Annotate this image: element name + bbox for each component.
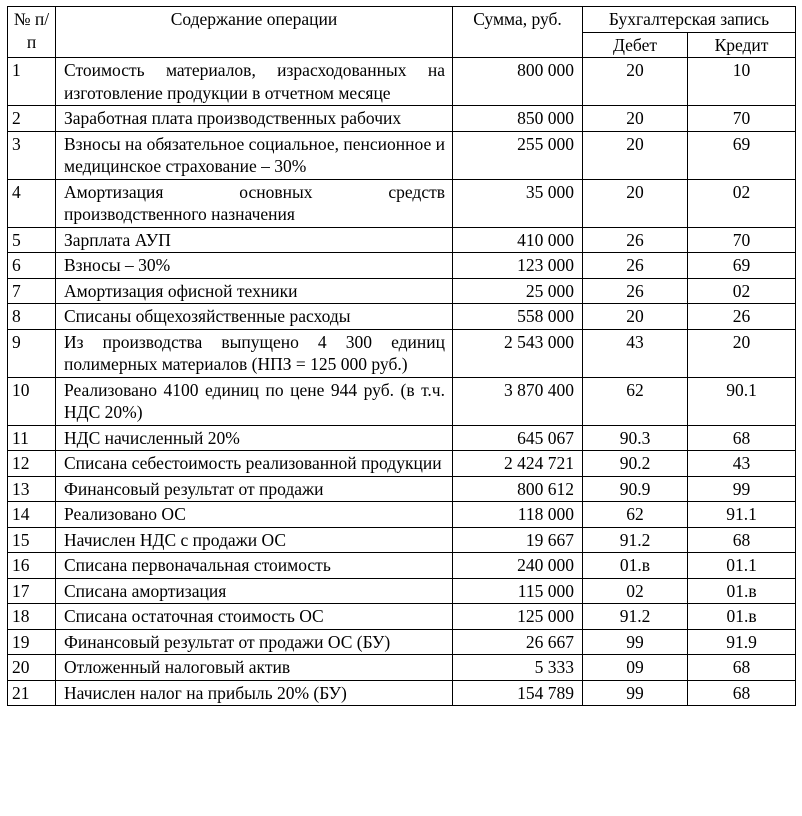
row-description: Зарплата АУП: [56, 227, 453, 253]
table-row: [8, 553, 796, 579]
row-credit: 69: [688, 253, 796, 279]
table-row: [8, 329, 796, 377]
table-body: [8, 58, 796, 706]
row-debit: 91.2: [583, 527, 688, 553]
row-number: 17: [8, 578, 56, 604]
row-debit: 26: [583, 253, 688, 279]
row-description: Списана амортизация: [56, 578, 453, 604]
row-credit: 70: [688, 106, 796, 132]
row-sum: 255 000: [453, 131, 583, 179]
row-debit: 90.2: [583, 451, 688, 477]
row-sum: 25 000: [453, 278, 583, 304]
row-sum: 125 000: [453, 604, 583, 630]
row-description: Стоимость материалов, израсходованных на изготовление продукции в отчетном месяце: [56, 58, 453, 106]
table-row: [8, 655, 796, 681]
row-debit: 90.3: [583, 425, 688, 451]
row-number: 15: [8, 527, 56, 553]
row-credit: 01.в: [688, 578, 796, 604]
row-description: Амортизация офисной техники: [56, 278, 453, 304]
row-number: 21: [8, 680, 56, 706]
row-number: 1: [8, 58, 56, 106]
row-debit: 20: [583, 179, 688, 227]
row-description: Заработная плата производственных рабочих: [56, 106, 453, 132]
row-debit: 62: [583, 377, 688, 425]
row-sum: 2 424 721: [453, 451, 583, 477]
row-debit: 26: [583, 278, 688, 304]
row-debit: 09: [583, 655, 688, 681]
row-credit: 91.9: [688, 629, 796, 655]
row-sum: 154 789: [453, 680, 583, 706]
row-credit: 10: [688, 58, 796, 106]
row-description: Начислен налог на прибыль 20% (БУ): [56, 680, 453, 706]
row-credit: 02: [688, 278, 796, 304]
table-row: [8, 131, 796, 179]
table-row: [8, 278, 796, 304]
row-description: Списаны общехозяйственные расходы: [56, 304, 453, 330]
row-description: Реализовано ОС: [56, 502, 453, 528]
row-number: 13: [8, 476, 56, 502]
row-credit: 68: [688, 655, 796, 681]
row-debit: 20: [583, 304, 688, 330]
row-description: НДС начисленный 20%: [56, 425, 453, 451]
table-row: [8, 179, 796, 227]
row-credit: 70: [688, 227, 796, 253]
row-debit: 20: [583, 131, 688, 179]
row-number: 11: [8, 425, 56, 451]
table-row: [8, 304, 796, 330]
row-description: Отложенный налоговый актив: [56, 655, 453, 681]
row-credit: 68: [688, 527, 796, 553]
row-debit: 20: [583, 106, 688, 132]
table-header: [8, 7, 796, 58]
row-sum: 115 000: [453, 578, 583, 604]
row-description: Из производства выпущено 4 300 единиц полимерных материалов (НПЗ = 125 000 руб.): [56, 329, 453, 377]
table-row: [8, 604, 796, 630]
row-sum: 645 067: [453, 425, 583, 451]
table-row: [8, 253, 796, 279]
row-number: 12: [8, 451, 56, 477]
row-credit: 26: [688, 304, 796, 330]
row-sum: 123 000: [453, 253, 583, 279]
row-debit: 91.2: [583, 604, 688, 630]
operations-table: [7, 6, 796, 706]
header-entry: Бухгалтерская запись: [583, 7, 796, 33]
table-row: [8, 629, 796, 655]
row-sum: 410 000: [453, 227, 583, 253]
row-sum: 118 000: [453, 502, 583, 528]
row-description: Взносы на обязательное социальное, пенсионное и медицинское страхование – 30%: [56, 131, 453, 179]
row-sum: 26 667: [453, 629, 583, 655]
table-row: [8, 377, 796, 425]
header-num: № п/п: [8, 7, 56, 58]
row-credit: 99: [688, 476, 796, 502]
row-credit: 68: [688, 680, 796, 706]
row-debit: 20: [583, 58, 688, 106]
table-row: [8, 106, 796, 132]
row-sum: 850 000: [453, 106, 583, 132]
row-debit: 99: [583, 629, 688, 655]
row-debit: 43: [583, 329, 688, 377]
row-debit: 62: [583, 502, 688, 528]
row-description: Финансовый результат от продажи ОС (БУ): [56, 629, 453, 655]
row-description: Реализовано 4100 единиц по цене 944 руб. (в т.ч. НДС 20%): [56, 377, 453, 425]
row-description: Начислен НДС с продажи ОС: [56, 527, 453, 553]
row-credit: 01.в: [688, 604, 796, 630]
row-sum: 35 000: [453, 179, 583, 227]
row-credit: 01.1: [688, 553, 796, 579]
row-debit: 99: [583, 680, 688, 706]
row-number: 19: [8, 629, 56, 655]
row-sum: 3 870 400: [453, 377, 583, 425]
table-row: [8, 425, 796, 451]
row-number: 9: [8, 329, 56, 377]
row-description: Списана остаточная стоимость ОС: [56, 604, 453, 630]
row-debit: 01.в: [583, 553, 688, 579]
row-credit: 20: [688, 329, 796, 377]
row-number: 20: [8, 655, 56, 681]
row-credit: 43: [688, 451, 796, 477]
row-sum: 800 612: [453, 476, 583, 502]
row-number: 18: [8, 604, 56, 630]
row-debit: 90.9: [583, 476, 688, 502]
row-description: Финансовый результат от продажи: [56, 476, 453, 502]
row-number: 2: [8, 106, 56, 132]
row-number: 10: [8, 377, 56, 425]
row-sum: 800 000: [453, 58, 583, 106]
table-row: [8, 227, 796, 253]
header-credit: Кредит: [688, 32, 796, 58]
row-number: 7: [8, 278, 56, 304]
row-credit: 68: [688, 425, 796, 451]
header-debit: Дебет: [583, 32, 688, 58]
row-number: 4: [8, 179, 56, 227]
row-number: 16: [8, 553, 56, 579]
row-sum: 2 543 000: [453, 329, 583, 377]
row-description: Амортизация основных средств производственного назначения: [56, 179, 453, 227]
table-row: [8, 527, 796, 553]
row-number: 5: [8, 227, 56, 253]
row-number: 8: [8, 304, 56, 330]
row-description: Взносы – 30%: [56, 253, 453, 279]
row-number: 14: [8, 502, 56, 528]
row-debit: 26: [583, 227, 688, 253]
table-row: [8, 58, 796, 106]
header-description: Содержание операции: [56, 7, 453, 58]
row-number: 3: [8, 131, 56, 179]
table-row: [8, 451, 796, 477]
row-credit: 91.1: [688, 502, 796, 528]
table-row: [8, 578, 796, 604]
row-sum: 5 333: [453, 655, 583, 681]
row-credit: 90.1: [688, 377, 796, 425]
table-row: [8, 476, 796, 502]
header-sum: Сумма, руб.: [453, 7, 583, 58]
table-row: [8, 502, 796, 528]
row-description: Списана первоначальная стоимость: [56, 553, 453, 579]
row-sum: 558 000: [453, 304, 583, 330]
row-credit: 02: [688, 179, 796, 227]
row-debit: 02: [583, 578, 688, 604]
row-sum: 19 667: [453, 527, 583, 553]
table-row: [8, 680, 796, 706]
row-number: 6: [8, 253, 56, 279]
row-description: Списана себестоимость реализованной продукции: [56, 451, 453, 477]
row-sum: 240 000: [453, 553, 583, 579]
row-credit: 69: [688, 131, 796, 179]
